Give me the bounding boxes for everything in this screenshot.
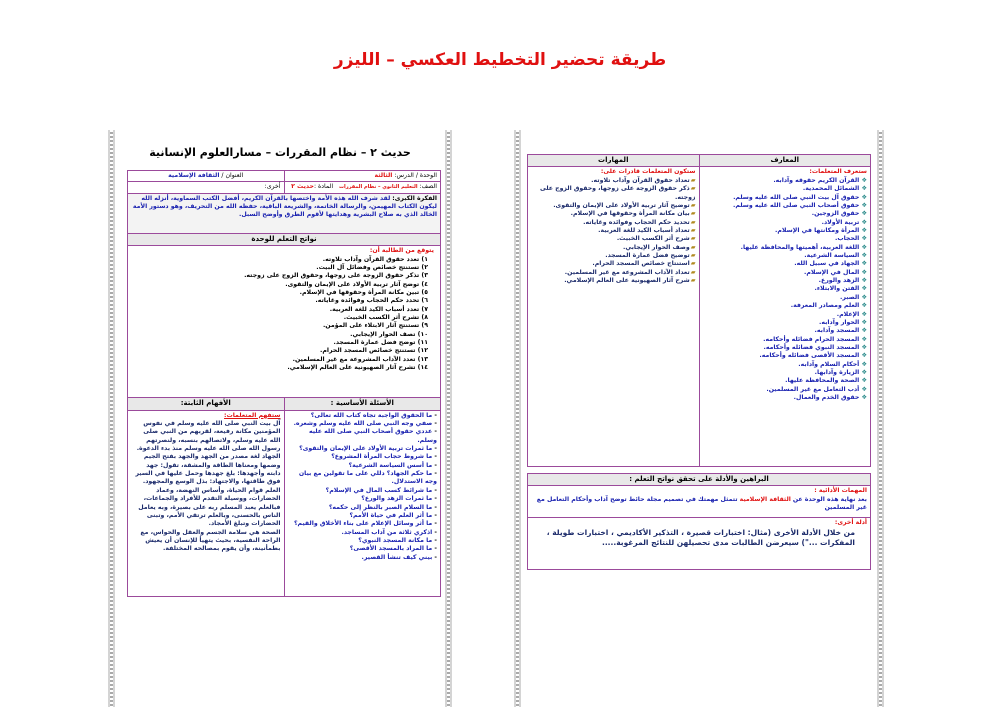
skill-item: ▰ تحديد حكم الحجاب وفوائده وغاياته. — [531, 219, 696, 227]
understandings-list — [131, 420, 281, 554]
lesson-title: حديث ٢ – نظام المقررات – مسارالعلوم الإنسانية — [149, 146, 411, 159]
skill-item: ▰ توضيح فضل عمارة المسجد. — [531, 252, 696, 260]
knowledge-item: ❖ السياسة الشرعية. — [703, 252, 868, 260]
knowledge-item: ❖ أدب التعامل مع غير المسلمين. — [703, 386, 868, 394]
grade-value: التعليم الثانوي – نظام المقررات — [338, 184, 418, 191]
knowledge-item: ❖ المسجد النبوي فضائله وأحكامه. — [703, 344, 868, 352]
question-item: - صفي وجه النبي صلى الله عليه وسلم وشعره. — [288, 420, 438, 428]
knowledge-item: ❖ المال في الإسلام. — [703, 269, 868, 277]
unit-value: الثالثة — [374, 172, 393, 179]
question-item: - اذكري ثلاثة من آداب المساجد. — [288, 529, 438, 537]
outcome-item: ٨) تشرح أثر الكسب الخبيث. — [343, 314, 428, 322]
document-title: طريقة تحضير التخطيط العكسي – الليزر — [333, 50, 667, 70]
outcome-item: ١) تعدد حقوق القرآن وآداب تلاوته. — [322, 255, 428, 263]
question-item: - ما الحقوق الواجبة تجاه كتاب الله تعالى؟ — [288, 412, 438, 420]
tasks-text-end: تتمثل مهمتك في تصميم مجلة حائط توضح آداب وأحكام التعامل مع غير المسلمين — [536, 495, 867, 512]
understanding-item: الجهاد لغة مصدر من الجهد والجهد بفتح الجيم وضمها ومعناها الطاقة والمشقة، تقول: جهد دابته وأجهدها: بلغ جهدها وحمل عليها في السير فوق طاقتها، والاجتهاد: بذل الوسع والمجهود. — [135, 453, 281, 486]
outcome-item: ١٤) تشرح آثار الصهيونية على العالم الإسلامي. — [287, 364, 428, 372]
knowledge-item: ❖ العلم ومصادر المعرفة. — [703, 302, 868, 310]
heading-value: الثقافة الإسلامية — [168, 172, 220, 179]
knowledge-item: ❖ الصحة والمحافظة عليها. — [703, 377, 868, 385]
skills-header: المهارات — [528, 155, 700, 167]
outcomes-header: نواتج التعلم للوحدة — [128, 233, 441, 245]
right-page — [514, 130, 884, 707]
skill-item: ▰ تعداد أسباب الكيد للغة العربية. — [531, 227, 696, 235]
outcome-item: ٦) تحدد حكم الحجاب وفوائده وغاياته. — [315, 297, 428, 305]
knowledge-item: ❖ الزهد والورع. — [703, 277, 868, 285]
tasks-highlight: الثقافة الإسلامية — [739, 495, 791, 503]
other-evidence: من خلال الأدلة الأخرى (مثال: اختبارات قصيرة ، التذكير الأكاديمي ، اختبارات طويلة ، المفكرات ...") سيعرضن الطالبات مدى تحصيلهن للنتائج المرغوبة..... — [546, 527, 855, 547]
question-item: - ما أثر العلم في حياة الأمم؟ — [288, 512, 438, 520]
unit-label: الوحدة / الدرس: — [394, 172, 437, 179]
knowledge-item: ❖ المسجد الأقصى فضائله وأحكامه. — [703, 352, 868, 360]
knowledge-item: ❖ حقوق آل بيت النبي صلى الله عليه وسلم. — [703, 194, 868, 202]
understandings-label: ستفهم المتعلمات: — [224, 411, 281, 419]
knowledge-label: ستعرف المتعلمات: — [809, 168, 867, 176]
left-page — [108, 130, 452, 707]
skill-item: ▰ شرح أثر الكسب الخبيث. — [531, 235, 696, 243]
outcome-item: ٧) تعدد أسباب الكيد للغة العربية. — [329, 305, 428, 313]
skill-item: ▰ ذكر حقوق الزوجة على زوجها، وحقوق الزوج على زوجته. — [531, 185, 696, 202]
lesson-plan-table — [127, 170, 441, 597]
knowledge-header: المعارف — [699, 155, 871, 167]
other-label: أخرى: — [264, 183, 281, 191]
skill-item: ▰ شرح آثار الصهيونية على العالم الإسلامي. — [531, 277, 696, 285]
knowledge-item: ❖ أحكام السلام وآدابه. — [703, 361, 868, 369]
outcome-item: ١٠) تصف الحوار الإيجابي. — [350, 330, 428, 338]
skill-item: ▰ بيان مكانة المرأة وحقوقها في الإسلام. — [531, 210, 696, 218]
knowledge-item: ❖ تربية الأولاد. — [703, 219, 868, 227]
knowledge-item: ❖ المسجد وآدابه. — [703, 327, 868, 335]
knowledge-item: ❖ الشمائل المحمدية. — [703, 185, 868, 193]
grade-label: الصف: — [419, 183, 437, 191]
questions-header: الأسئلة الأساسية : — [284, 398, 441, 410]
skill-item: ▰ وصف الحوار الإيجابي. — [531, 244, 696, 252]
outcomes-list — [131, 256, 434, 373]
knowledge-item: ❖ حقوق أصحاب النبي صلى الله عليه وسلم. — [703, 202, 868, 210]
big-idea: لقد شرف الله هذه الأمة واختصها بالقرآن الكريم، أفضل الكتب السماوية، أنزله الله ليكون الكتاب المهيمن، والرسالة الخاتمة، والشريعة الباقية، حفظه الله من التحريف، وهو دستور الأمة الخالد الذي به صلاح البشرية وهدايتها لأقوم الطرق وأوضح السبل. — [132, 194, 437, 219]
big-idea-label: الفكرة الكبرى: — [392, 194, 437, 202]
knowledge-item: ❖ المسجد الحرام فضائله وأحكامه. — [703, 336, 868, 344]
knowledge-item: ❖ الإعلام. — [703, 311, 868, 319]
outcome-item: ٣) تذكر حقوق الزوجة على زوجها، وحقوق الزوج على زوجته. — [244, 272, 428, 280]
knowledge-list — [703, 177, 868, 403]
outcome-item: ٢) تستنتج خصائص وفضائل آل البيت. — [316, 263, 428, 271]
question-item: - ما مكانة المسجد النبوي؟ — [288, 537, 438, 545]
question-item: - عددي حقوق أصحاب النبي صلى الله عليه وسلم. — [288, 428, 438, 445]
question-item: - ما ثمرات تربية الأولاد على الإيمان والتقوى؟ — [288, 445, 438, 453]
knowledge-item: ❖ الزيارة وآدابها. — [703, 369, 868, 377]
questions-list — [288, 412, 438, 562]
tasks-text-start: بعد نهاية هذه الوحدة عن — [792, 495, 867, 503]
evidence-header: البراهين والأدلة على تحقق نواتج التعلم : — [528, 474, 871, 486]
outcome-item: ١٢) تستنتج خصائص المسجد الحرام. — [320, 347, 428, 355]
knowledge-item: ❖ حقوق الزوجين. — [703, 210, 868, 218]
subject-value: حديث ٢ — [291, 183, 314, 191]
knowledge-item: ❖ الحجاب. — [703, 235, 868, 243]
knowledge-item: ❖ الحوار وآدابه. — [703, 319, 868, 327]
outcome-item: ١١) توضح فضل عمارة المسجد. — [333, 339, 428, 347]
knowledge-item: ❖ الجهاد في سبيل الله. — [703, 260, 868, 268]
expected-label: يتوقع من الطالبة أن: — [369, 247, 434, 255]
tasks-label: المهمات الأدائية : — [814, 487, 867, 495]
question-item: - ما حكم الجهاد؟ دللي على ما تقولين مع بيان وجه الاستدلال. — [288, 470, 438, 487]
knowledge-item: ❖ القرآن الكريم حقوقه وآدابه. — [703, 177, 868, 185]
outcome-item: ١٣) تعدد الآداب المشروعة مع غير المسلمين. — [292, 355, 428, 363]
understandings-header: الأفهام الثابتة: — [128, 398, 285, 410]
question-item: - ما أثر وسائل الإعلام على بناء الأخلاق والقيم؟ — [288, 520, 438, 528]
evidence-table — [527, 473, 871, 570]
outcome-item: ٤) توضح آثار تربية الأولاد على الإيمان والتقوى. — [285, 280, 428, 288]
skill-item: ▰ استنتاج خصائص المسجد الحرام. — [531, 260, 696, 268]
knowledge-item: ❖ اللغة العربية، أهميتها والمحافظة عليها. — [703, 244, 868, 252]
skill-item: ▰ تعداد الآداب المشروعة مع غير المسلمين. — [531, 269, 696, 277]
question-item: - بيني كيف تنشأ القصير. — [288, 554, 438, 562]
skill-item: ▰ توضيح آثار تربية الأولاد على الإيمان والتقوى. — [531, 202, 696, 210]
outcome-item: ٩) تستنتج آثار الابتلاء على المؤمن. — [322, 322, 428, 330]
knowledge-item: ❖ المرأة ومكانتها في الإسلام. — [703, 227, 868, 235]
question-item: - ما ثمرات الزهد والورع؟ — [288, 495, 438, 503]
question-item: - ما أسس السياسة الشرعية؟ — [288, 462, 438, 470]
other-evidence-label: أدلة أخرى: — [834, 519, 867, 527]
skill-item: ▰ تعداد حقوق القرآن وآداب تلاوته. — [531, 177, 696, 185]
understanding-item: الصحة هي سلامة الجسم والعقل والحواس، مع الراحة النفسية، بحيث يتهيأ للإنسان أن يعيش بطمأنينة، وأن يقوم بمصالحه المختلفة. — [140, 528, 281, 553]
knowledge-item: ❖ الفتن والابتلاء. — [703, 285, 868, 293]
question-item: - ما المراد بالمسجد الأقصى؟ — [288, 545, 438, 553]
understanding-item: العلم قوام الحياة، وأساس النهضة، وعماد الحضارات، ووسيلة التقدم للأفراد والجماعات، فبالعلم يعبد المسلم ربه على بصيرة، وبه يعامل الناس بالحسنى، وبالعلم ترتقي الأمم، وتبنى الحضارات وتبلغ الأمجاد. — [138, 486, 281, 528]
knowledge-skills-table — [527, 154, 871, 467]
question-item: - ما شرائط كسب المال في الإسلام؟ — [288, 487, 438, 495]
heading-label: العنوان / — [221, 172, 244, 179]
question-item: - ما السلام الصبر بالنظر إلى حكمه؟ — [288, 504, 438, 512]
understanding-item: آل بيت النبي صلى الله عليه وسلم في نفوس المؤمنين مكانة رفيعة، لقربهم من النبي صلى الله عليه وسلم، ولاتصالهم بنسبه، ولنصرتهم رسول الله صلى الله عليه وسلم منذ بدء الدعوة. — [136, 419, 281, 453]
knowledge-item: ❖ الصبر. — [703, 294, 868, 302]
skills-label: ستكون المتعلمات قادرات على: — [600, 168, 696, 176]
subject-label: المادة : — [313, 183, 334, 191]
skills-list — [531, 177, 696, 286]
outcome-item: ٥) تبين مكانة المرأة وحقوقها في الإسلام. — [299, 288, 428, 296]
question-item: - ما شروط حجاب المرأة المشروع؟ — [288, 453, 438, 461]
knowledge-item: ❖ حقوق الخدم والعمال. — [703, 394, 868, 402]
